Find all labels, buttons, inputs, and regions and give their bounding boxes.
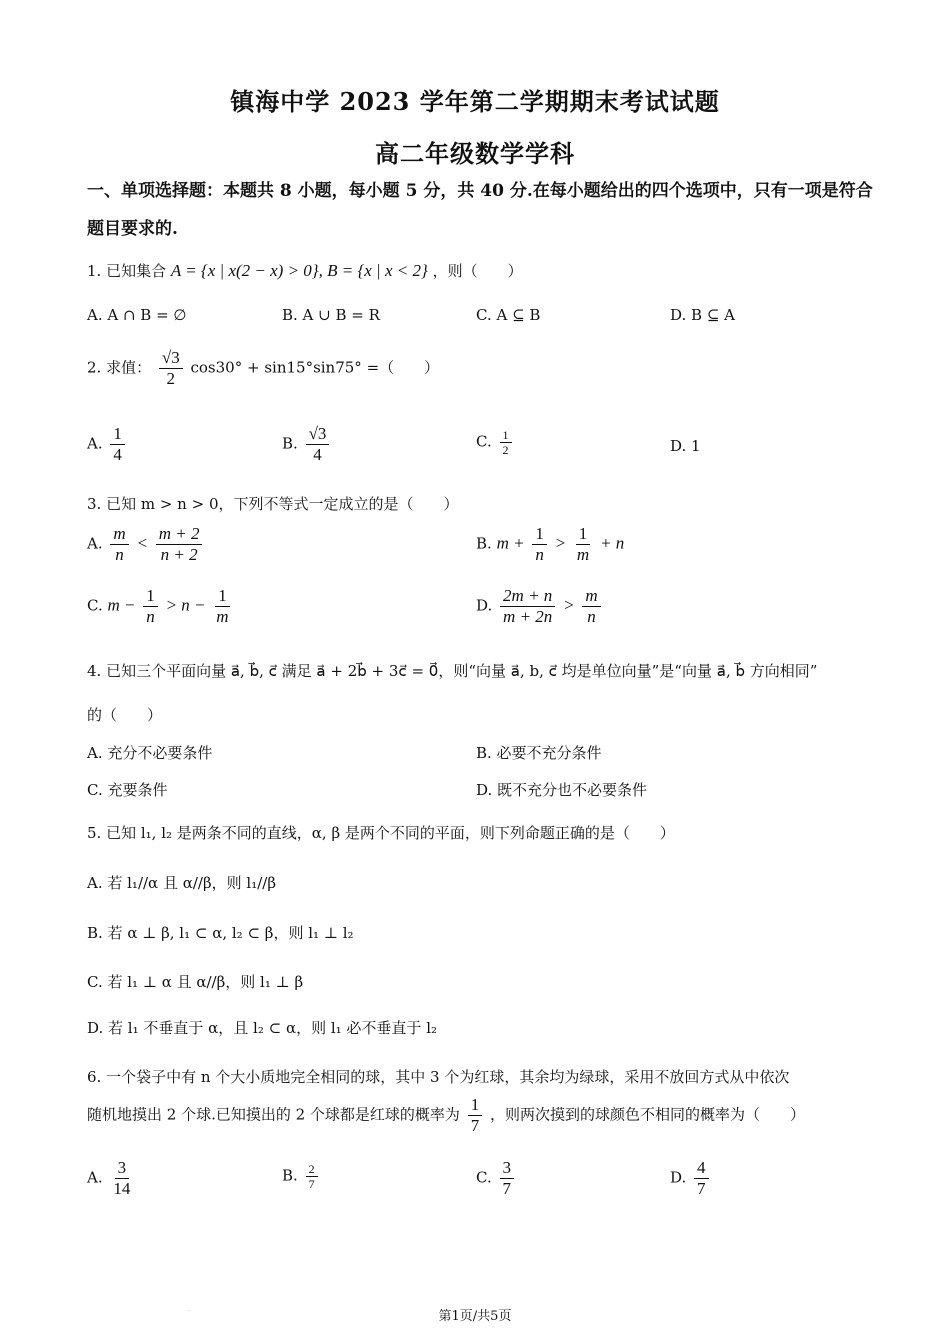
q6-frac-den: 7 bbox=[470, 1116, 480, 1135]
q3-b-op: > bbox=[554, 533, 567, 553]
page-number: 第1页/共5页 bbox=[438, 1309, 512, 1324]
q2-option-c bbox=[476, 428, 515, 457]
q6-option-b bbox=[282, 1162, 321, 1191]
q3-b-label: B. bbox=[476, 534, 492, 553]
q6-d-den: 7 bbox=[697, 1179, 706, 1198]
q6-frac-num: 1 bbox=[468, 1095, 483, 1116]
q3-d-n1: 2m + n bbox=[500, 586, 555, 607]
q6-b-label: B. bbox=[282, 1166, 298, 1185]
q3-d-d2: n bbox=[587, 607, 596, 626]
q3-a-label: A. bbox=[87, 534, 103, 553]
q4-option-c: C. 充要条件 bbox=[87, 781, 168, 799]
q3-a-n1: m bbox=[110, 524, 128, 545]
q3-b-post: + n bbox=[599, 533, 625, 553]
q5-option-d: D. 若 l₁ 不垂直于 α，且 l₂ ⊂ α，则 l₁ 必不垂直于 l₂ bbox=[87, 1019, 438, 1037]
q2-frac-den: 2 bbox=[166, 369, 176, 388]
q2-a-den: 4 bbox=[113, 445, 122, 464]
q6-option-d bbox=[670, 1158, 712, 1199]
q6-b-num: 2 bbox=[306, 1162, 318, 1177]
q3-c-label: C. bbox=[87, 596, 103, 615]
q6-a-num: 3 bbox=[115, 1158, 130, 1179]
q6-b-den: 7 bbox=[308, 1177, 315, 1191]
q2-option-d: D. 1 bbox=[670, 437, 701, 455]
q3-c-d2: m bbox=[216, 607, 229, 626]
q3-c-op: > n − bbox=[165, 595, 206, 615]
q3-c-d1: n bbox=[146, 607, 155, 626]
q6-a-den: 14 bbox=[113, 1179, 131, 1198]
q2-option-a-label: A. bbox=[87, 434, 103, 453]
q3-a-op: < bbox=[136, 533, 148, 553]
q2-b-den: 4 bbox=[313, 445, 322, 464]
question-2 bbox=[87, 348, 439, 389]
q2-frac-num: √3 bbox=[159, 348, 183, 369]
question-5: 5. 已知 l₁, l₂ 是两条不同的直线，α, β 是两个不同的平面，则下列命题正确的是（ ） bbox=[87, 824, 675, 842]
q2-rest: cos30° + sin15°sin75° =（ ） bbox=[190, 358, 440, 377]
q3-b-pre: m + bbox=[496, 533, 525, 553]
q6-c-label: C. bbox=[476, 1168, 492, 1187]
q2-option-a bbox=[87, 424, 128, 465]
q3-c-n1: 1 bbox=[143, 586, 158, 607]
exam-title: 镇海中学 2023 学年第二学期期末考试试题 bbox=[230, 87, 720, 116]
q5-option-a: A. 若 l₁//α 且 α//β，则 l₁//β bbox=[87, 874, 276, 892]
q2-a-num: 1 bbox=[110, 424, 125, 445]
q5-option-b: B. 若 α ⊥ β, l₁ ⊂ α, l₂ ⊂ β，则 l₁ ⊥ l₂ bbox=[87, 924, 354, 942]
q3-option-d bbox=[476, 586, 604, 627]
q1-option-c: C. A ⊆ B bbox=[476, 306, 541, 324]
q3-d-op: > bbox=[563, 595, 575, 615]
q1-prefix: 1. 已知集合 bbox=[87, 262, 167, 280]
question-1 bbox=[87, 260, 523, 281]
q2-prefix: 2. 求值： bbox=[87, 358, 152, 377]
q3-d-d1: m + 2n bbox=[503, 607, 553, 626]
q6-c-den: 7 bbox=[502, 1179, 511, 1198]
q2-fraction bbox=[159, 348, 183, 389]
q3-c-n2: 1 bbox=[215, 586, 230, 607]
q2-c-den: 2 bbox=[502, 443, 509, 457]
q5-option-c: C. 若 l₁ ⊥ α 且 α//β，则 l₁ ⊥ β bbox=[87, 973, 304, 991]
q6-option-a bbox=[87, 1158, 136, 1199]
q6-c-num: 3 bbox=[500, 1158, 515, 1179]
q1-math: A = {x | x(2 − x) > 0}, B = {x | x < 2} bbox=[170, 261, 428, 280]
q3-d-label: D. bbox=[476, 596, 493, 615]
q2-b-num: √3 bbox=[306, 424, 330, 445]
q4-option-d: D. 既不充分也不必要条件 bbox=[476, 781, 648, 799]
question-4-line-1: 4. 已知三个平面向量 a⃗, b⃗, c⃗ 满足 a⃗ + 2b⃗ + 3c⃗ = 0⃗，则“向量 a⃗, b, c⃗ 均是单位向量”是“向量 a⃗, b⃗ 方向相同” bbox=[87, 662, 818, 680]
q3-d-n2: m bbox=[582, 586, 600, 607]
question-3: 3. 已知 m > n > 0，下列不等式一定成立的是（ ） bbox=[87, 495, 459, 513]
q2-option-c-label: C. bbox=[476, 432, 492, 451]
q1-suffix: ，则（ ） bbox=[432, 262, 523, 280]
q3-a-d1: n bbox=[115, 545, 124, 564]
q3-a-n2: m + 2 bbox=[156, 524, 203, 545]
q6-a-label: A. bbox=[87, 1168, 103, 1187]
section-heading: 一、单项选择题：本题共 8 小题，每小题 5 分，共 40 分.在每小题给出的四个选项中，只有一项是符合题目要求的. bbox=[87, 181, 873, 239]
q4-option-b: B. 必要不充分条件 bbox=[476, 744, 602, 762]
q3-b-d2: m bbox=[576, 545, 590, 564]
q1-option-b: B. A ∪ B = R bbox=[282, 306, 380, 324]
question-4-line-2: 的（ ） bbox=[87, 706, 163, 724]
decorative-dot: · bbox=[188, 1308, 190, 1315]
q3-a-d2: n + 2 bbox=[160, 545, 198, 564]
q6-option-c bbox=[476, 1158, 517, 1199]
q3-option-b bbox=[476, 524, 624, 565]
q6-d-label: D. bbox=[670, 1168, 687, 1187]
q6-d-num: 4 bbox=[694, 1158, 709, 1179]
q3-b-d1: n bbox=[535, 545, 544, 564]
q3-option-c bbox=[87, 586, 235, 627]
question-6-line-1: 6. 一个袋子中有 n 个大小质地完全相同的球，其中 3 个为红球，其余均为绿球，采用不放回方式从中依次 bbox=[87, 1068, 790, 1086]
q1-option-a: A. A ∩ B = ∅ bbox=[87, 306, 187, 324]
exam-subtitle: 高二年级数学学科 bbox=[375, 139, 575, 168]
q2-option-b bbox=[282, 424, 332, 465]
q2-c-num: 1 bbox=[500, 428, 512, 443]
q1-option-d: D. B ⊆ A bbox=[670, 306, 735, 324]
q3-c-pre: m − bbox=[107, 595, 136, 615]
q3-b-n2: 1 bbox=[576, 524, 591, 545]
q3-option-a bbox=[87, 524, 205, 565]
q3-b-n1: 1 bbox=[532, 524, 547, 545]
q6-line2-pre: 随机地摸出 2 个球.已知摸出的 2 个球都是红球的概率为 bbox=[87, 1105, 460, 1124]
q2-option-b-label: B. bbox=[282, 434, 298, 453]
q4-option-a: A. 充分不必要条件 bbox=[87, 744, 213, 762]
q6-line2-post: ，则两次摸到的球颜色不相同的概率为（ ） bbox=[490, 1105, 806, 1124]
question-6-line-2 bbox=[87, 1095, 805, 1136]
